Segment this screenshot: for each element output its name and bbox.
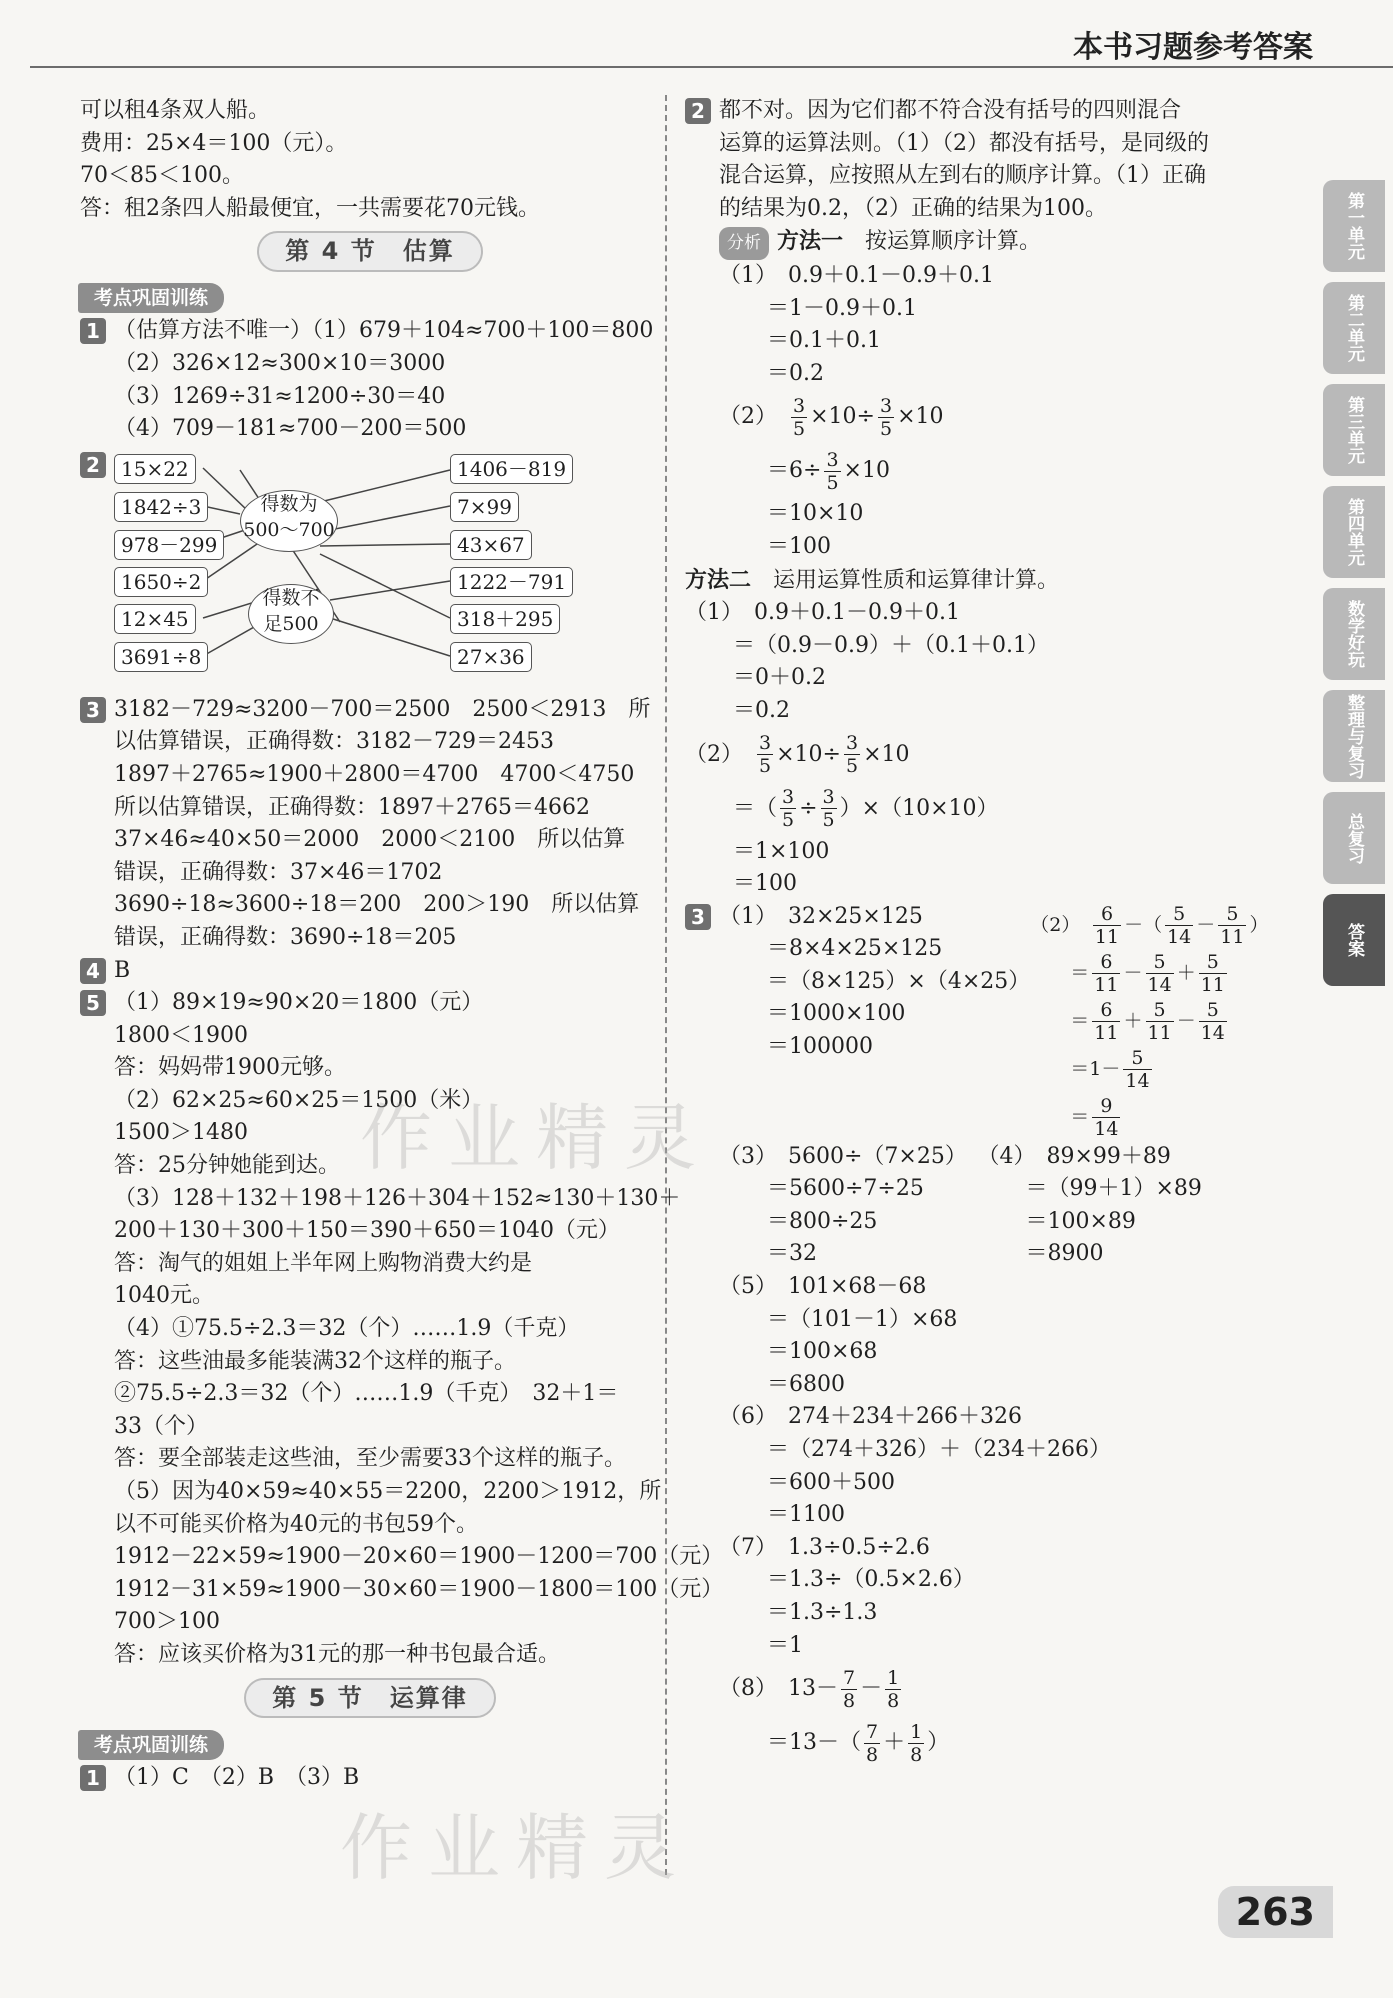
question-number: 1	[80, 318, 106, 344]
tab-answers[interactable]: 答案	[1323, 894, 1385, 986]
text-line: ＝0.2	[767, 360, 824, 386]
right-column	[685, 95, 1270, 1770]
question-number: 1	[80, 1765, 106, 1791]
text-line: 答：妈妈带1900元够。	[114, 1055, 346, 1081]
watermark: 作业精灵	[360, 1096, 713, 1180]
text-line: ＝8×4×25×125	[767, 936, 943, 962]
text-line: ＝0.2	[733, 697, 790, 723]
text-line: （3）128＋132＋198＋126＋304＋152≈130＋130＋	[114, 1185, 681, 1211]
fraction-line: ＝ $\frac{9}{14}$	[1070, 1095, 1119, 1141]
fraction-line: ＝（ $\frac{3}{5}$ ÷ $\frac{3}{5}$ ）×（10×10）	[733, 786, 999, 831]
text-line: ＝（99＋1）×89	[1025, 1176, 1202, 1202]
column-divider	[665, 95, 667, 1875]
text-line: 费用：25×4＝100（元）。	[80, 130, 348, 156]
text-line: （5） 101×68－68	[719, 1274, 927, 1300]
text-line: 1912－22×59≈1900－20×60＝1900－1200＝700（元）	[114, 1544, 724, 1570]
question-1: 1 （1）C （2）B （3）B	[80, 1762, 660, 1795]
question-1: 1 （估算方法不唯一）（1）679＋104≈700＋100＝800	[80, 315, 660, 348]
fraction-line: （2） $\frac{3}{5}$ ×10÷ $\frac{3}{5}$ ×10	[685, 732, 910, 777]
text-line: ②75.5÷2.3＝32（个）……1.9（千克） 32＋1＝	[114, 1381, 619, 1407]
text-line: 以估算错误，正确得数：3182－729＝2453	[114, 729, 554, 755]
text-line: （3） 5600÷（7×25）	[719, 1143, 967, 1169]
text-line: （1） 0.9＋0.1－0.9＋0.1	[719, 262, 994, 288]
text-line: 答：租2条四人船最便宜，一共需要花70元钱。	[80, 195, 540, 221]
expression-box: 27×36	[450, 642, 532, 672]
fraction-line: ＝13－（ $\frac{7}{8}$ ＋ $\frac{1}{8}$ ）	[767, 1720, 950, 1766]
expression-box: 1650÷2	[114, 567, 208, 597]
text-line: 1897＋2765≈1900＋2800＝4700 4700＜4750	[114, 761, 635, 787]
question-3: 3 3182－729≈3200－700＝2500 2500＜2913 所	[80, 694, 660, 727]
question-number: 2	[80, 452, 106, 478]
text-line: 答：这些油最多能装满32个这样的瓶子。	[114, 1348, 516, 1374]
page-header	[30, 18, 1393, 68]
text-line: 所以估算错误，正确得数：1897＋2765＝4662	[114, 794, 590, 820]
expression-box: 1222－791	[450, 567, 573, 597]
question-number: 3	[80, 697, 106, 723]
text-line: ＝6800	[767, 1371, 845, 1397]
tab-general-review[interactable]: 总复习	[1323, 792, 1385, 884]
expression-box: 1406－819	[450, 454, 573, 484]
text-line: （4）709－181≈700－200＝500	[114, 416, 467, 442]
fraction-line: ＝ $\frac{6}{11}$ － $\frac{5}{14}$ ＋ $\frac{5}{11}$	[1070, 951, 1225, 997]
analysis-tag: 分析	[719, 227, 769, 260]
fraction-line: ＝ $\frac{6}{11}$ ＋ $\frac{5}{11}$ － $\frac{5}{14}$	[1070, 999, 1225, 1045]
fraction-line: （2） $\frac{3}{5}$ ×10÷ $\frac{3}{5}$ ×10	[719, 394, 944, 440]
tab-unit-4[interactable]: 第四单元	[1323, 486, 1385, 578]
text-line: 错误，正确得数：3690÷18＝205	[114, 924, 457, 950]
page-number: 263	[1218, 1886, 1333, 1938]
text-line: ＝1.3÷（0.5×2.6）	[767, 1567, 975, 1593]
unit-tabs	[1323, 180, 1393, 996]
text-line: ＝5600÷7÷25	[767, 1176, 924, 1202]
text-line: 1500＞1480	[114, 1120, 248, 1146]
question-number: 5	[80, 990, 106, 1016]
question-number: 2	[685, 98, 711, 124]
left-column	[80, 95, 724, 1794]
fraction-line: （2） $\frac{6}{11}$ －（ $\frac{5}{14}$ － $\frac{5}{11}$ ）	[1030, 903, 1269, 949]
text-line: ＝8900	[1025, 1241, 1104, 1267]
practice-banner: 考点巩固训练	[78, 283, 224, 313]
section-heading	[80, 1678, 660, 1718]
expression-box: 978－299	[114, 530, 224, 560]
text-line: ＝600＋500	[767, 1469, 895, 1495]
text-line: ＝（101－1）×68	[767, 1306, 958, 1332]
text-line: 错误，正确得数：37×46＝1702	[114, 859, 443, 885]
watermark: 作业精灵	[340, 1806, 693, 1890]
header-title: 本书习题参考答案	[1073, 30, 1313, 65]
tab-review[interactable]: 整理与复习	[1323, 690, 1385, 782]
text-line: ＝1	[767, 1632, 803, 1658]
question-number: 3	[685, 904, 711, 930]
question-4: 4 B	[80, 955, 660, 988]
section-heading	[80, 231, 660, 271]
tab-math-fun[interactable]: 数学好玩	[1323, 588, 1385, 680]
expression-box: 15×22	[114, 454, 196, 484]
text-line: 1040元。	[114, 1283, 214, 1309]
expression-box: 43×67	[450, 530, 532, 560]
text-line: 可以租4条双人船。	[80, 98, 270, 123]
text-line: 1800＜1900	[114, 1022, 248, 1048]
text-line: ＝（274＋326）＋（234＋266）	[767, 1437, 1111, 1463]
expression-box: 3691÷8	[114, 642, 208, 672]
text-line: 700＞100	[114, 1609, 220, 1635]
text-line: ＝（8×125）×（4×25）	[767, 968, 1031, 994]
tab-unit-2[interactable]: 第二单元	[1323, 282, 1385, 374]
text-line: （4）①75.5÷2.3＝32（个）……1.9（千克）	[114, 1316, 580, 1342]
expression-box: 1842÷3	[114, 492, 208, 522]
method-two-heading: 方法二 运用运算性质和运算律计算。	[685, 566, 1060, 593]
fraction-line: （8） 13－ $\frac{7}{8}$ － $\frac{1}{8}$	[719, 1666, 900, 1712]
result-oval-under-500: 得数不 足500	[248, 584, 334, 644]
text-line: （6） 274＋234＋266＋326	[719, 1404, 1022, 1430]
text-line: ＝（0.9－0.9）＋（0.1＋0.1）	[733, 632, 1049, 658]
text-line: ＝100×68	[767, 1339, 878, 1365]
section-title: 第 5 节 运算律	[244, 1678, 495, 1719]
text-line: ＝0＋0.2	[733, 665, 826, 691]
text-line: 答：要全部装走这些油，至少需要33个这样的瓶子。	[114, 1446, 626, 1472]
text-line: ＝1.3÷1.3	[767, 1600, 878, 1625]
text-line: ＝10×10	[767, 501, 864, 527]
section-title: 第 4 节 估算	[257, 231, 482, 272]
question-5: 5 （1）89×19≈90×20＝1800（元）	[80, 987, 660, 1020]
text-line: 的结果为0.2，（2）正确的结果为100。	[719, 195, 1107, 221]
text-line: （3）1269÷31≈1200÷30＝40	[114, 383, 446, 409]
result-oval-500-700: 得数为 500～700	[240, 490, 338, 552]
practice-banner: 考点巩固训练	[78, 1730, 224, 1760]
text-line: 1912－31×59≈1900－30×60＝1900－1800＝100（元）	[114, 1576, 724, 1602]
question-number: 4	[80, 958, 106, 984]
text-line: ＝100×89	[1025, 1208, 1136, 1234]
q3-row-2	[685, 1141, 1270, 1271]
question-3: 3 （1） 32×25×125	[685, 901, 1030, 934]
text-line: （5）因为40×59≈40×55＝2200，2200＞1912，所	[114, 1479, 662, 1504]
text-line: ＝100	[767, 533, 831, 559]
text-line: ＝1100	[767, 1502, 845, 1528]
text-line: 答：淘气的姐姐上半年网上购物消费大约是	[114, 1250, 533, 1276]
text-line: ＝100	[733, 871, 797, 897]
text-line: ＝800÷25	[767, 1208, 878, 1234]
fraction-line: ＝6÷ $\frac{3}{5}$ ×10	[767, 448, 890, 494]
text-line: ＝32	[767, 1241, 817, 1267]
text-line: （4） 89×99＋89	[977, 1143, 1171, 1169]
text-line: 3690÷18≈3600÷18＝200 200＞190 所以估算	[114, 892, 640, 918]
text-line: 答：应该买价格为31元的那一种书包最合适。	[114, 1641, 560, 1667]
text-line: 70＜85＜100。	[80, 163, 244, 189]
text-line: 200＋130＋300＋150＝390＋650＝1040（元）	[114, 1218, 620, 1244]
text-line: ＝1×100	[733, 838, 830, 864]
expression-box: 12×45	[114, 604, 196, 634]
text-line: ＝100000	[767, 1034, 873, 1060]
text-line: 以不可能买价格为40元的书包59个。	[114, 1511, 478, 1537]
fraction-line: ＝1－ $\frac{5}{14}$	[1070, 1047, 1150, 1093]
text-line: （7） 1.3÷0.5÷2.6	[719, 1534, 930, 1560]
tab-unit-3[interactable]: 第三单元	[1323, 384, 1385, 476]
expression-box: 318＋295	[450, 604, 560, 634]
tab-unit-1[interactable]: 第一单元	[1323, 180, 1385, 272]
text-line: 答：25分钟她能到达。	[114, 1153, 340, 1179]
question-2: 2 都不对。因为它们都不符合没有括号的四则混合	[685, 95, 1270, 128]
matching-diagram	[80, 450, 660, 690]
text-line: （2）62×25≈60×25＝1500（米）	[114, 1087, 484, 1113]
text-line: 运算的运算法则。（1）（2）都没有括号，是同级的	[719, 130, 1209, 156]
expression-box: 7×99	[450, 492, 519, 522]
text-line: ＝1－0.9＋0.1	[767, 295, 917, 321]
text-line: （2）326×12≈300×10＝3000	[114, 350, 446, 376]
text-line: 混合运算，应按照从左到右的顺序计算。（1）正确	[719, 163, 1206, 189]
text-line: ＝1000×100	[767, 1001, 906, 1027]
text-line: 33（个）	[114, 1413, 208, 1439]
text-line: （1） 0.9＋0.1－0.9＋0.1	[685, 600, 960, 626]
text-line: 37×46≈40×50＝2000 2000＜2100 所以估算	[114, 827, 626, 853]
method-one-heading: 分析 方法一 按运算顺序计算。	[685, 225, 1270, 260]
q3-row-1	[685, 901, 1270, 1141]
text-line: ＝0.1＋0.1	[767, 328, 881, 354]
